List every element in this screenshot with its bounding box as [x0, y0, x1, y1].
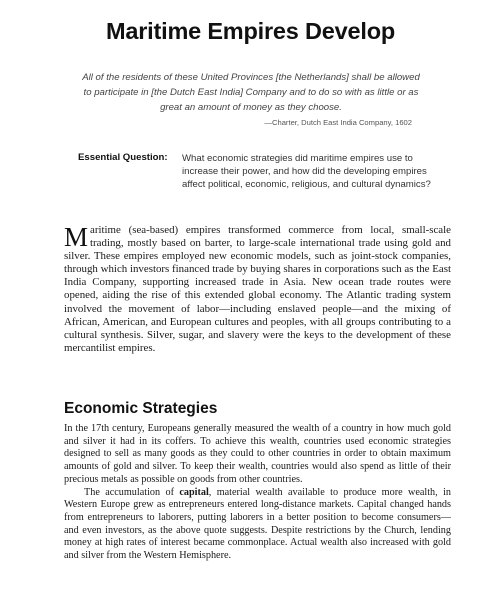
body-paragraph-2	[64, 487, 451, 563]
epigraph-quote: All of the residents of these United Provinces [the Netherlands] shall be allowed to participate in [the Dutch East India] Company and to do so with as little or as great an amount of money as they choose.	[82, 72, 420, 113]
essential-question-label: Essential Question:	[78, 152, 168, 163]
paragraph-2-rest: , material wealth available to produce more wealth, in Western Europe grew as entrepreneurs entered long-distance markets. Capital changed hands from entrepreneurs to laborers, putting laborers in a better position to become consumers—and even investors, as the above quote suggests. Despite restrictions by the Church, lending money at high rates of interest became commonplace. Actual wealth also increased with gold and silver from the Western Hemisphere.	[64, 486, 451, 562]
drop-cap: M	[64, 222, 89, 252]
key-term-capital: capital	[179, 486, 209, 498]
section-body	[64, 423, 451, 563]
section-heading: Economic Strategies	[64, 400, 218, 417]
page-title: Maritime Empires Develop	[105, 18, 396, 44]
paragraph-2-lead: The accumulation of	[84, 486, 180, 498]
essential-question-text: What economic strategies did maritime empires use to increase their power, and how did the developing empires affect political, economic, religious, and cultural dynamics?	[182, 153, 431, 190]
body-paragraph-1: In the 17th century, Europeans generally measured the wealth of a country in how much gold and silver it had in its coffers. To achieve this wealth, countries used economic strategies designed to sell as many goods as they could to other countries in order to obtain maximum amounts of gold and silver. To keep their wealth, countries would also spend as little of their precious metals as possible on goods from other countries.	[64, 423, 451, 485]
intro-text: aritime (sea-based) empires transformed commerce from local, small-scale trading, mostly based on barter, to large-scale international trade using gold and silver. These empires employed new economic models, such as joint-stock companies, through which investors financed trade by buying shares in corporations such as the East India Company, supporting increased trade in Asia. New ocean trade routes were opened, aiding the rise of this extended global economy. The Atlantic trading system involved the movement of labor—including enslaved people—and the mixing of African, American, and European cultures and peoples, with all groups contributing to a cultural synthesis. Silver, sugar, and slavery were the keys to the development of these mercantilist empires.	[64, 224, 451, 354]
intro-paragraph	[64, 224, 451, 355]
epigraph-attribution: —Charter, Dutch East India Company, 1602	[264, 118, 412, 127]
